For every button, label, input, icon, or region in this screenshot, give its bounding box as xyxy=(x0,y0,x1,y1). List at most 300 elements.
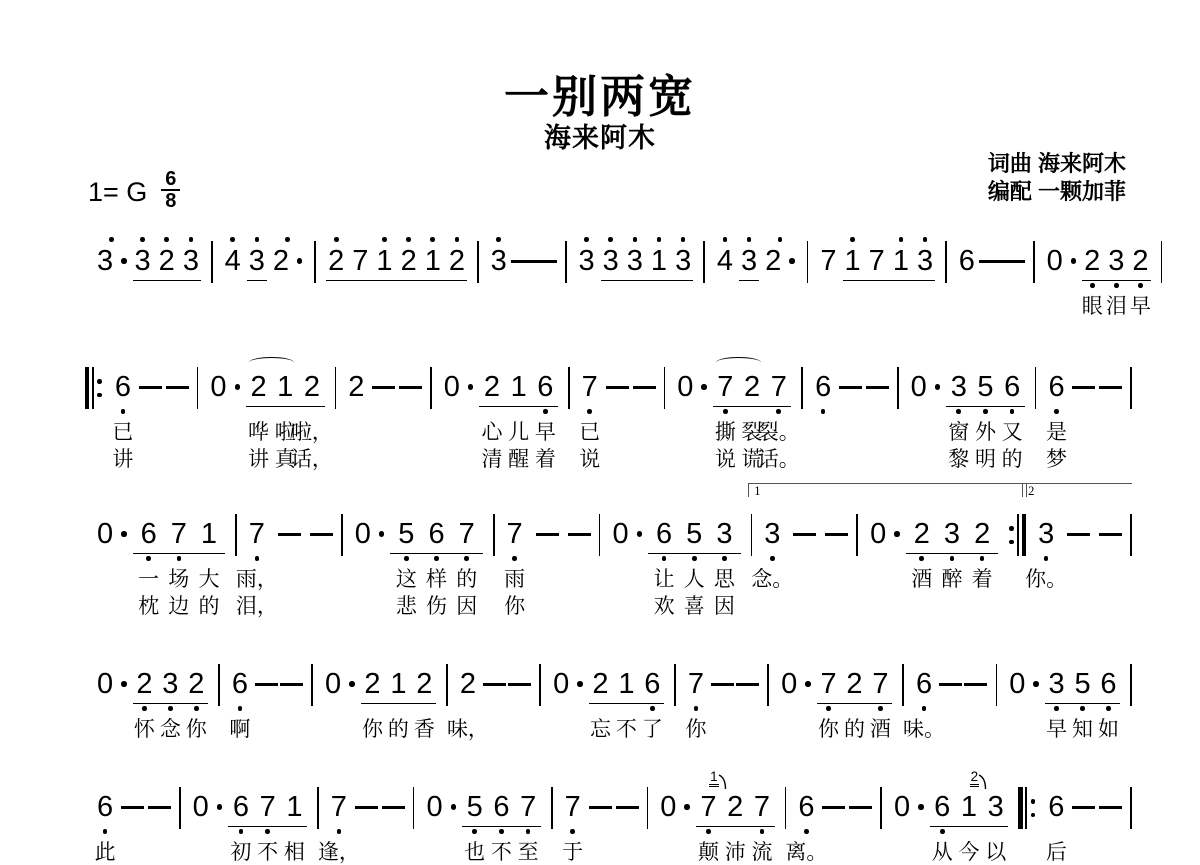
lyric-syllable: 一 xyxy=(138,568,160,591)
dash-line xyxy=(536,533,559,536)
note-number: 3 xyxy=(1038,518,1055,550)
note xyxy=(487,231,511,296)
rest xyxy=(93,654,131,719)
measure xyxy=(1025,504,1130,591)
octave-dot-below xyxy=(570,829,575,834)
beam-group xyxy=(694,769,777,842)
dash xyxy=(849,777,872,842)
note xyxy=(158,654,182,719)
lyric-syllable: 样 xyxy=(426,568,448,591)
volta-number: 1 xyxy=(754,484,761,498)
measure xyxy=(1036,357,1130,471)
lyric-syllable: 心 xyxy=(481,421,503,444)
beam-line xyxy=(930,826,1009,828)
note xyxy=(868,654,892,719)
rest xyxy=(890,777,928,842)
score-line xyxy=(85,231,1151,318)
lyric-syllable: 味， xyxy=(446,718,489,741)
measure xyxy=(103,357,197,471)
note xyxy=(489,777,513,842)
augmentation-dot xyxy=(121,258,126,263)
dash-line xyxy=(736,683,759,686)
note-number: 2 xyxy=(348,371,365,403)
dash-line xyxy=(139,386,162,389)
measure xyxy=(553,777,647,864)
octave-dot-below xyxy=(146,556,151,561)
dash xyxy=(1002,231,1025,296)
note-number: 6 xyxy=(114,371,131,403)
augmentation-dot xyxy=(1033,681,1038,686)
note-number: 3 xyxy=(578,245,595,277)
score-line xyxy=(85,769,1132,864)
lyric-syllable: 知 xyxy=(1072,718,1094,741)
dash-line xyxy=(568,533,591,536)
beam-group xyxy=(460,777,543,842)
octave-dot-below xyxy=(722,556,727,561)
note xyxy=(197,504,221,569)
note-number: 3 xyxy=(162,668,179,700)
beam-group xyxy=(599,231,696,296)
dash xyxy=(979,231,1002,296)
note-number: 1 xyxy=(200,518,218,550)
dash xyxy=(508,654,531,719)
lyric-syllable: 雨 xyxy=(504,568,526,591)
lyric-syllable: 醉 xyxy=(941,568,963,591)
rest xyxy=(440,357,478,422)
lyric-syllable: 了 xyxy=(641,718,663,741)
note xyxy=(463,777,487,842)
measure xyxy=(899,357,1035,471)
note-number: 0 xyxy=(325,667,355,701)
artist-name: 海来阿木 xyxy=(544,123,656,153)
dash-line xyxy=(711,683,734,686)
credit-composer: 词曲 海来阿木 xyxy=(987,151,1126,176)
note xyxy=(737,231,761,296)
lyric-syllable: 着 xyxy=(534,448,556,471)
measure xyxy=(705,231,807,296)
rest xyxy=(206,357,244,422)
repeat-end-sign xyxy=(1008,514,1026,556)
lyric-syllable: 梦 xyxy=(1046,448,1068,471)
lyric-syllable: 真 xyxy=(274,448,296,471)
note xyxy=(421,231,445,296)
lyric-syllable: 早 xyxy=(1046,718,1068,741)
dash xyxy=(1099,777,1122,842)
note xyxy=(973,357,997,422)
augmentation-dot xyxy=(217,804,222,809)
note xyxy=(360,654,384,719)
octave-dot-above xyxy=(189,237,194,242)
note-number: 3 xyxy=(182,245,199,277)
lyric-syllable: 思 xyxy=(713,568,735,591)
barline xyxy=(1130,664,1132,706)
beam-line xyxy=(946,406,1025,408)
beam-line xyxy=(601,280,694,282)
grace-hook-icon xyxy=(978,774,987,790)
note-number: 4 xyxy=(716,245,734,277)
note-number: 6 xyxy=(1048,371,1065,403)
note-number: 3 xyxy=(1108,245,1125,277)
note-number: 0 xyxy=(444,370,474,404)
beam-line xyxy=(696,826,775,828)
dash xyxy=(866,357,889,422)
note-number: 2 xyxy=(1132,245,1149,277)
beam-group xyxy=(131,231,203,296)
note-number: 2 xyxy=(913,518,930,550)
beam-group xyxy=(245,231,269,296)
note-number: 0 xyxy=(612,517,642,551)
octave-dot-below xyxy=(940,829,945,834)
measure xyxy=(220,654,312,741)
note xyxy=(445,231,469,296)
note xyxy=(456,654,480,719)
note-number: 2 xyxy=(1084,245,1101,277)
note-number: 7 xyxy=(868,245,885,277)
note xyxy=(623,231,647,296)
augmentation-dot xyxy=(468,384,473,389)
dash xyxy=(534,231,557,296)
beam-line xyxy=(589,703,665,705)
note-number: 6 xyxy=(140,518,157,550)
measure xyxy=(808,231,945,296)
note xyxy=(1128,231,1152,296)
note-number: 0 xyxy=(553,667,583,701)
note-number: 1 xyxy=(286,791,303,823)
note xyxy=(865,231,889,296)
note-number: 3 xyxy=(943,518,961,550)
augmentation-dot xyxy=(935,384,940,389)
song-title: 一别两宽 xyxy=(503,71,696,122)
lyric-syllable: 伤 xyxy=(426,595,448,618)
note xyxy=(575,231,599,296)
octave-dot-below xyxy=(255,556,260,561)
rest xyxy=(321,654,359,719)
note-number: 7 xyxy=(717,371,734,403)
dash xyxy=(964,654,987,719)
octave-dot-below xyxy=(177,556,182,561)
beam-group xyxy=(904,504,1001,569)
note xyxy=(761,231,799,296)
note xyxy=(940,504,964,569)
measure xyxy=(567,231,704,296)
dash xyxy=(121,777,144,842)
octave-dot-above xyxy=(430,237,435,242)
note-number: 3 xyxy=(987,791,1004,823)
note xyxy=(1080,231,1104,296)
note-number: 6 xyxy=(958,245,975,277)
note-number: 6 xyxy=(493,791,510,823)
note xyxy=(327,777,351,842)
augmentation-dot xyxy=(297,258,302,263)
dash xyxy=(606,357,629,422)
grace-note-number: 1 xyxy=(709,770,719,787)
note-number: 2 xyxy=(400,245,417,277)
grace-hook-icon xyxy=(718,774,727,790)
dash-line xyxy=(1099,386,1122,389)
octave-dot-below xyxy=(692,556,697,561)
note xyxy=(155,231,179,296)
octave-dot-below xyxy=(464,556,469,561)
octave-dot-above xyxy=(681,237,686,242)
note xyxy=(137,504,161,569)
note xyxy=(386,654,410,719)
note-number: 0 xyxy=(426,790,456,824)
note-number: 7 xyxy=(352,245,369,277)
dash-line xyxy=(166,386,189,389)
dash-line xyxy=(280,683,303,686)
octave-dot-below xyxy=(826,706,831,711)
beam-group xyxy=(928,769,1011,842)
dash-line xyxy=(511,260,534,263)
lyric-syllable: 的 xyxy=(387,718,409,741)
note xyxy=(955,231,979,296)
note xyxy=(131,231,155,296)
note xyxy=(412,654,436,719)
dash-line xyxy=(1099,806,1122,809)
note-number: 2 xyxy=(364,668,381,700)
note-number: 6 xyxy=(656,518,673,550)
note xyxy=(1096,654,1120,719)
lyric-syllable: 也 xyxy=(464,841,486,864)
barline xyxy=(1130,514,1132,556)
note xyxy=(750,777,774,842)
lyric-syllable: 你 xyxy=(504,595,526,618)
dash xyxy=(148,777,171,842)
note-number: 3 xyxy=(626,245,643,277)
note-number: 1 xyxy=(376,245,393,277)
octave-dot-below xyxy=(404,556,409,561)
note xyxy=(671,231,695,296)
beam-line xyxy=(906,553,999,555)
lyric-syllable: 又 xyxy=(1001,421,1023,444)
dash xyxy=(1099,504,1122,569)
rest xyxy=(1043,231,1081,296)
octave-dot-below xyxy=(804,829,809,834)
octave-dot-below xyxy=(1090,283,1095,288)
slur-arc xyxy=(249,357,294,368)
lyric-syllable: 念。 xyxy=(751,568,794,591)
lyric-syllable: 是 xyxy=(1046,421,1068,444)
dash xyxy=(1072,777,1095,842)
augmentation-dot xyxy=(789,258,794,263)
dash-line xyxy=(1072,806,1095,809)
dash xyxy=(633,357,656,422)
lyric-syllable: 着 xyxy=(971,568,993,591)
note xyxy=(712,504,736,569)
augmentation-dot xyxy=(701,384,706,389)
dash xyxy=(1099,357,1122,422)
note xyxy=(300,357,324,422)
octave-dot-above xyxy=(230,237,235,242)
beam-line xyxy=(390,553,483,555)
dash xyxy=(1067,504,1090,569)
note-number: 1 xyxy=(960,791,978,823)
beam-group xyxy=(226,777,309,842)
octave-dot-below xyxy=(265,829,270,834)
augmentation-dot xyxy=(235,384,240,389)
grace-note xyxy=(709,770,719,787)
note-number: 0 xyxy=(870,517,900,551)
meter-denominator: 8 xyxy=(165,190,177,212)
lyric-syllable: 话。 xyxy=(757,448,800,471)
note xyxy=(184,654,208,719)
dash-line xyxy=(310,533,333,536)
dash-line xyxy=(121,806,144,809)
augmentation-dot xyxy=(684,804,689,809)
octave-dot-above xyxy=(164,237,169,242)
octave-dot-above xyxy=(140,237,145,242)
dash xyxy=(939,654,962,719)
octave-dot-below xyxy=(878,706,883,711)
measure xyxy=(316,231,477,296)
note-number: 1 xyxy=(844,245,861,277)
measure xyxy=(181,777,317,864)
note xyxy=(229,777,253,842)
octave-dot-below xyxy=(543,409,548,414)
note xyxy=(913,231,937,296)
octave-dot-below xyxy=(1054,409,1059,414)
note xyxy=(93,231,131,296)
octave-dot-below xyxy=(121,409,126,414)
octave-dot-below xyxy=(950,556,955,561)
dash-line xyxy=(255,683,278,686)
lyric-syllable: 裂 xyxy=(741,421,763,444)
octave-dot-above xyxy=(850,237,855,242)
lyric-syllable: 哗 xyxy=(248,421,270,444)
lyric-syllable: 相 xyxy=(283,841,305,864)
octave-dot-below xyxy=(434,556,439,561)
note xyxy=(912,654,936,719)
note-number: 6 xyxy=(934,791,951,823)
dash xyxy=(372,357,395,422)
rest xyxy=(351,504,389,569)
note xyxy=(652,504,676,569)
beam-group xyxy=(1043,654,1123,719)
note-number: 3 xyxy=(950,371,967,403)
beam-line xyxy=(1082,280,1150,282)
note-number: 0 xyxy=(894,790,924,824)
dash xyxy=(511,231,534,296)
note-number: 2 xyxy=(136,668,153,700)
octave-dot-below xyxy=(706,829,711,834)
note xyxy=(344,357,368,422)
dash-line xyxy=(839,386,862,389)
barline xyxy=(1161,241,1163,283)
rest xyxy=(189,777,227,842)
rest xyxy=(1005,654,1043,719)
note-number: 7 xyxy=(700,791,717,823)
dash-line xyxy=(616,806,639,809)
octave-dot-below xyxy=(238,706,243,711)
rest xyxy=(907,357,945,422)
note-number: 0 xyxy=(97,667,127,701)
dash-line xyxy=(793,533,816,536)
note xyxy=(910,504,934,569)
note-number: 2 xyxy=(250,371,267,403)
beam-line xyxy=(648,553,741,555)
note xyxy=(841,231,865,296)
note xyxy=(588,654,612,719)
note-number: 4 xyxy=(224,245,241,277)
note-number: 1 xyxy=(892,245,909,277)
score-line xyxy=(85,484,1132,618)
lyric-syllable: 如 xyxy=(1097,718,1119,741)
note-number: 5 xyxy=(977,371,994,403)
lyric-syllable: 场 xyxy=(168,568,190,591)
note-number: 5 xyxy=(398,518,415,550)
note xyxy=(1045,654,1069,719)
lyric-syllable: 逢， xyxy=(317,841,360,864)
measure xyxy=(751,504,856,591)
note-number: 2 xyxy=(727,791,744,823)
lyric-syllable: 因 xyxy=(456,595,478,618)
score-line xyxy=(85,357,1132,471)
note-number: 3 xyxy=(916,245,934,277)
note-number: 6 xyxy=(815,371,832,403)
octave-dot-below xyxy=(1138,283,1143,288)
lyric-syllable: 啦， xyxy=(290,421,333,444)
dash-line xyxy=(355,806,378,809)
lyric-syllable: 已 xyxy=(112,421,134,444)
lyric-syllable: 离。 xyxy=(785,841,828,864)
augmentation-dot xyxy=(379,531,384,536)
note-number: 2 xyxy=(974,518,991,550)
dash xyxy=(166,357,189,422)
augmentation-dot xyxy=(1071,258,1076,263)
beam-group xyxy=(359,654,439,719)
note xyxy=(970,504,994,569)
note xyxy=(179,231,203,296)
octave-dot-below xyxy=(776,409,781,414)
note-number: 3 xyxy=(134,245,151,277)
dash-line xyxy=(979,260,1002,263)
dash-line xyxy=(372,386,395,389)
octave-dot-below xyxy=(694,706,699,711)
dash-line xyxy=(278,533,301,536)
beam-line xyxy=(479,406,558,408)
note-number: 1 xyxy=(650,245,668,277)
note-number: 6 xyxy=(537,371,554,403)
beam-line xyxy=(228,826,307,828)
note-number: 6 xyxy=(915,668,933,700)
beam-group xyxy=(477,357,560,422)
dash-line xyxy=(825,533,848,536)
meter-numerator: 6 xyxy=(161,170,180,191)
octave-dot-below xyxy=(662,556,667,561)
dash-line xyxy=(822,806,845,809)
note xyxy=(245,504,269,569)
measure xyxy=(317,777,413,864)
lyric-syllable: 你。 xyxy=(1025,568,1068,591)
octave-dot-below xyxy=(1054,706,1059,711)
dash-line xyxy=(508,683,531,686)
lyric-syllable: 流 xyxy=(751,841,773,864)
lyric-syllable: 眼 xyxy=(1081,295,1103,318)
octave-dot-below xyxy=(472,829,477,834)
measure xyxy=(648,769,784,864)
lyric-syllable: 于 xyxy=(562,841,584,864)
augmentation-dot xyxy=(577,681,582,686)
note-number: 6 xyxy=(644,668,661,700)
note-number: 6 xyxy=(232,791,249,823)
lyric-syllable: 的 xyxy=(456,568,478,591)
note-number: 2 xyxy=(743,371,761,403)
note xyxy=(455,504,479,569)
dash-line xyxy=(1002,260,1025,263)
lyric-syllable: 此 xyxy=(94,841,116,864)
repeat-begin-sign xyxy=(1018,787,1036,829)
rest xyxy=(777,654,815,719)
